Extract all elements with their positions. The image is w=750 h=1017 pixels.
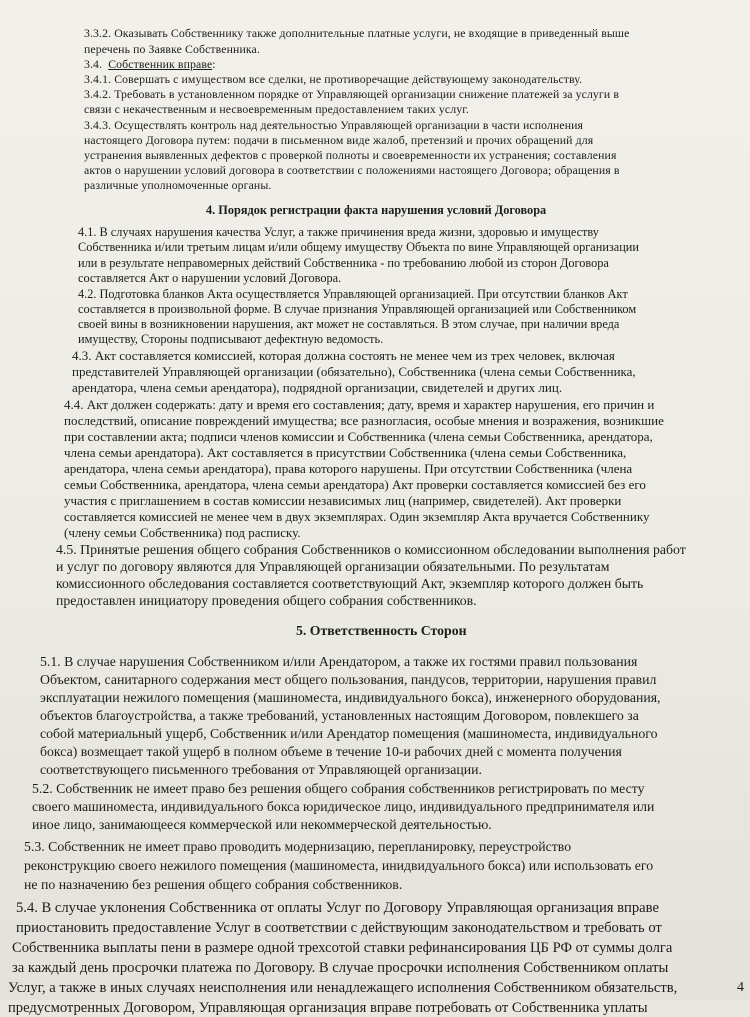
clause-3-4-3-line: различные уполномоченные органы. — [84, 178, 272, 192]
section-5-line: приостановить предоставление Услуг в соответствии с действующим законодательством и требовать от — [16, 920, 662, 936]
section-4-line: Собственника и/или третьим лицам и/или общему имуществу Объекта по вине Управляющей организации — [78, 240, 639, 254]
section-5-line: 5.1. В случае нарушения Собственником и/или Арендатором, а также их гостями правил пользования — [40, 654, 638, 669]
clause-3-4-3-line: настоящего Договора путем: подачи в письменном виде жалоб, претензий и прочих обращений для — [84, 133, 594, 147]
section-4-line: (члену семьи Собственника) под расписку. — [64, 525, 301, 540]
section-5-heading: 5. Ответственность Сторон — [296, 623, 467, 638]
section-4-line: арендатора, члена семьи арендатора), подрядной организации, свидетелей и других лиц. — [72, 380, 563, 395]
section-5-line: 5.3. Собственник не имеет право проводить модернизацию, перепланировку, переустройство — [24, 839, 572, 854]
clause-3-3-2-line: перечень по Заявке Собственника. — [84, 42, 260, 56]
section-5-line: 5.4. В случае уклонения Собственника от оплаты Услуг по Договору Управляющая организация вправе — [16, 900, 659, 916]
section-4-line: представителей Управляющей организации (обязательно), Собственника (члена семьи Собственника, — [72, 364, 636, 379]
section-5-line: Собственника выплаты пени в размере одной трехсотой ставки рефинансирования ЦБ РФ от суммы долга — [12, 940, 673, 956]
clause-3-4-3-line: устранения выявленных дефектов с проверкой полноты и своевременности их устранения; составления — [84, 148, 617, 162]
clause-3-4-3-line: актов о нарушении условий договора в соответствии с положениями настоящего Договора; обращения в — [84, 163, 620, 177]
clause-3-4-title: Собственник вправе — [108, 57, 213, 71]
section-5-line: объектов благоустройства, а также требований, установленных настоящим Договором, повлекшего за — [40, 708, 639, 723]
section-5-line: не по назначению без решения общего собрания собственников. — [24, 877, 403, 892]
section-4-line: 4.4. Акт должен содержать: дату и время его составления; дату, время и характер нарушения, его причин и — [64, 397, 655, 412]
section-4-line: при составлении акта; подписи членов комиссии и Собственника (члена семьи Собственника, арендатора, — [64, 429, 653, 444]
section-4-line: составляется комиссией не менее чем в двух экземплярах. Один экземпляр Акта вручается Собственнику — [64, 509, 650, 524]
section-5-line: за каждый день просрочки платежа по Договору. В случае просрочки исполнения Собственником оплаты — [12, 960, 669, 976]
section-5-line: предусмотренных Договором, Управляющая организация вправе потребовать от Собственника уплаты — [8, 1000, 648, 1016]
section-4-line: своей вины в возникновении нарушения, акт может не составляться. В этом случае, при наличии вреда — [78, 317, 620, 331]
page-number: 4 — [737, 980, 744, 995]
section-4-line: семьи Собственника, арендатора, члена семьи арендатора) Акт проверки составляется комиссией без его — [64, 477, 646, 492]
section-5-line: бокса) возмещает такой ущерб в полном объеме в течение 10-и рабочих дней с момента получения — [40, 744, 622, 759]
section-4-line: члена семьи арендатора). Акт составляется в присутствии Собственника (члена семьи Собственника, — [64, 445, 627, 460]
clause-3-4-3-line: 3.4.3. Осуществлять контроль над деятельностью Управляющей организации в части исполнения — [84, 118, 584, 132]
section-5-line: реконструкцию своего нежилого помещения (машиноместа, инидвидуального бокса) или использовать его — [24, 858, 654, 873]
section-4-line: 4.1. В случаях нарушения качества Услуг, а также причинения вреда жизни, здоровью и имуществу — [78, 225, 599, 239]
section-5-line: своего машиноместа, индивидуального бокса юридическое лицо, индивидуального предпринимателя или — [32, 799, 655, 814]
section-4-line: составляется Акт о нарушении условий Договора. — [78, 271, 342, 285]
section-4-heading: 4. Порядок регистрации факта нарушения условий Договора — [206, 203, 547, 217]
section-4-line: 4.2. Подготовка бланков Акта осуществляется Управляющей организацией. При отсутствии бланков Акт — [78, 287, 628, 301]
section-4-line: арендатора, члена семьи арендатора), права которого нарушены. При отсутствии Собственника (члена — [64, 461, 633, 476]
section-5-line: иное лицо, занимающееся коммерческой или некоммерческой деятельностью. — [32, 817, 492, 832]
section-4-line: и услуг по договору являются для Управляющей организации обязательными. По результатам — [56, 559, 610, 574]
section-5-line: собой материальный ущерб, Собственник и/или Арендатор помещения (машиноместа, индивидуального — [40, 726, 658, 741]
section-4-line: 4.3. Акт составляется комиссией, которая должна состоять не менее чем из трех человек, включая — [72, 348, 615, 363]
clause-3-4-2-line: связи с некачественным и несвоевременным предоставлением таких услуг. — [84, 102, 469, 116]
clause-3-4-2-line: 3.4.2. Требовать в установленном порядке от Управляющей организации снижение платежей за услуги в — [84, 87, 619, 101]
section-5-line: соответствующего письменного требования от Управляющей организации. — [40, 762, 482, 777]
section-4-line: имуществу, Стороны подписывают дефектную ведомость. — [78, 332, 384, 346]
section-4-line: предоставлен инициатору проведения общего собрания собственников. — [56, 593, 477, 608]
clause-3-4-number: 3.4. — [84, 57, 103, 71]
clause-3-4-1-line: 3.4.1. Совершать с имуществом все сделки, не противоречащие действующему законодательству. — [84, 72, 583, 86]
section-5-line: 5.2. Собственник не имеет право без решения общего собрания собственников регистрировать по месту — [32, 781, 645, 796]
clause-3-4-line — [84, 57, 216, 72]
section-5-line: Услуг, а также в иных случаях неисполнения или ненадлежащего исполнения Собственником обязательств, — [8, 980, 678, 996]
section-4-line: последствий, описание повреждений имущества; все разногласия, особые мнения и возражения, возникшие — [64, 413, 664, 428]
section-4-line: или в результате неправомерных действий Собственника - по требованию любой из сторон Договора — [78, 256, 609, 270]
clause-3-4-colon: : — [212, 57, 216, 71]
section-4-line: 4.5. Принятые решения общего собрания Собственников о комиссионном обследовании выполнения работ — [56, 542, 686, 557]
section-5-line: эксплуатации нежилого помещения (машиноместа, индивидуального бокса), инженерного оборудования, — [40, 690, 661, 705]
section-4-line: комиссионного обследования составляется соответствующий Акт, экземпляр которого должен быть — [56, 576, 644, 591]
section-4-line: участия с приглашением в состав комиссии независимых лиц (например, свидетелей). Акт проверки — [64, 493, 622, 508]
section-5-line: Объектом, санитарного содержания мест общего пользования, пандусов, территории, нарушения правил — [40, 672, 657, 687]
section-4-line: составляется в произвольной форме. В случае признания Управляющей организацией или Собственником — [78, 302, 637, 316]
clause-3-3-2-line: 3.3.2. Оказывать Собственнику также дополнительные платные услуги, не входящие в приведенный выше — [84, 26, 630, 40]
